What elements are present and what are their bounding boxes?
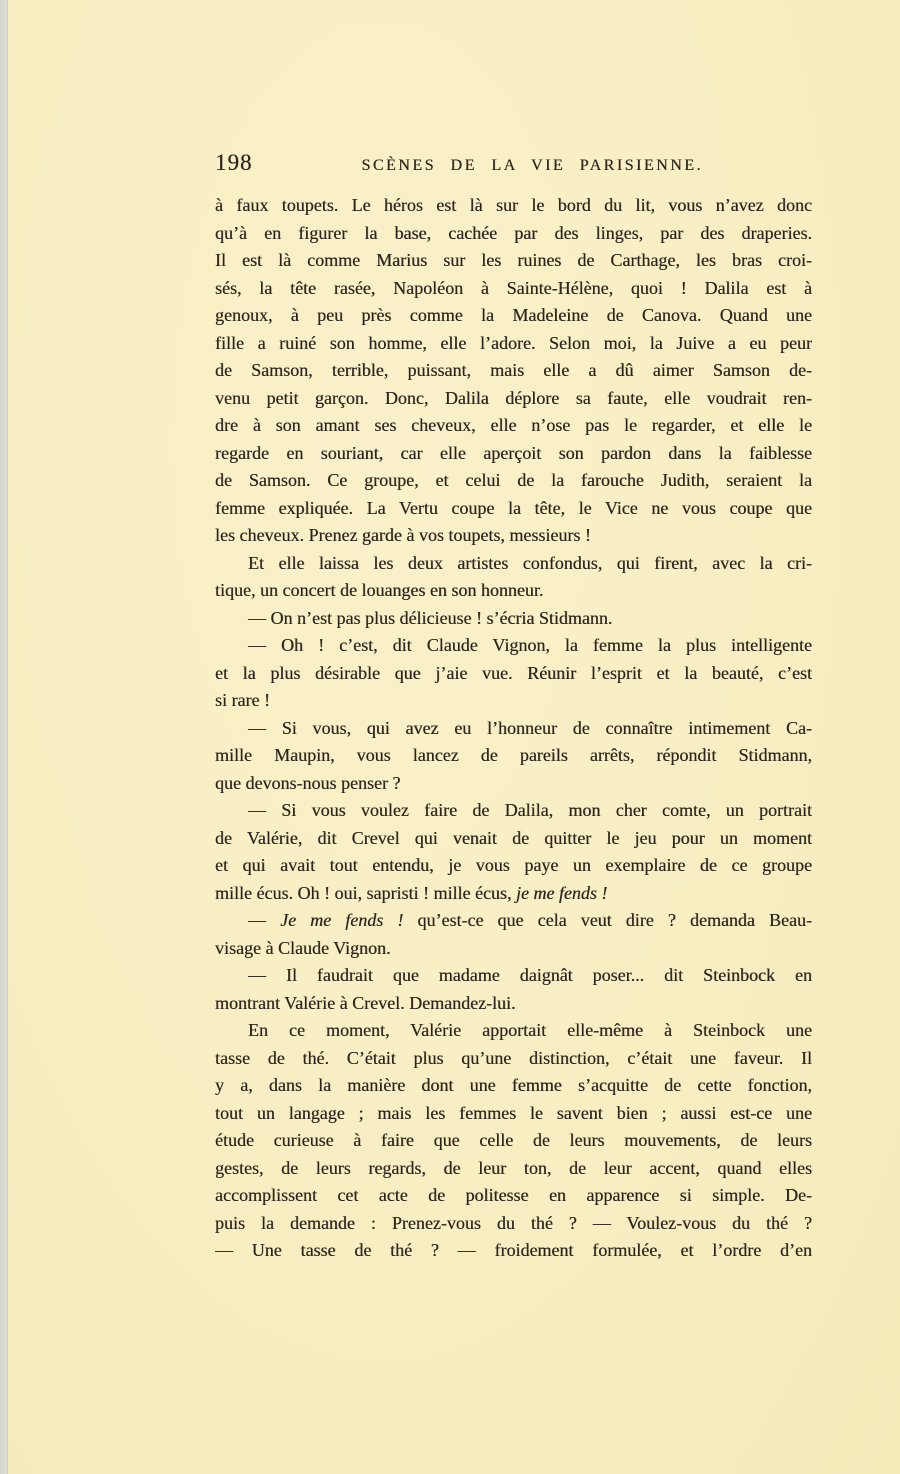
text-line: et la plus désirable que j’aie vue. Réunir l’esprit et la beauté, c’est <box>215 662 812 683</box>
text-line: fille a ruiné son homme, elle l’adore. Selon moi, la Juive a eu peur <box>215 332 812 353</box>
text-line: y a, dans la manière dont une femme s’acquitte de cette fonction, <box>215 1075 812 1095</box>
text-line: — Il faudrait que madame daignât poser... dit Steinbock en <box>248 965 812 985</box>
text-line: à faux toupets. Le héros est là sur le bord du lit, vous n’avez donc <box>215 195 812 215</box>
text-line: et qui avait tout entendu, je vous paye un exemplaire de ce groupe <box>215 855 812 875</box>
text-line: de Valérie, dit Crevel qui venait de quitter le jeu pour un moment <box>215 827 812 848</box>
text-line: — Si vous, qui avez eu l’honneur de connaître intimement Ca- <box>248 717 812 738</box>
text-line: mille Maupin, vous lancez de pareils arrêts, répondit Stidmann, <box>215 745 812 765</box>
text-line: tique, un concert de louanges en son honneur. <box>215 580 544 600</box>
text-line: les cheveux. Prenez garde à vos toupets, messieurs ! <box>215 525 591 545</box>
body-text <box>215 192 812 1265</box>
text-line: Et elle laissa les deux artistes confondus, qui firent, avec la cri- <box>248 552 812 573</box>
text-line: que devons-nous penser ? <box>215 772 401 793</box>
text-line: — Si vous voulez faire de Dalila, mon cher comte, un portrait <box>248 800 812 820</box>
text-line: mille écus. Oh ! oui, sapristi ! mille écus, je me fends ! <box>215 882 608 903</box>
text-line: Il est là comme Marius sur les ruines de Carthage, les bras croi- <box>215 250 812 270</box>
text-line: En ce moment, Valérie apportait elle-même à Steinbock une <box>248 1020 812 1040</box>
text-line: si rare ! <box>215 690 270 710</box>
text-line: — Une tasse de thé ? — froidement formulée, et l’ordre d’en <box>215 1240 812 1260</box>
text-line: tasse de thé. C’était plus qu’une distinction, c’était une faveur. Il <box>215 1047 812 1068</box>
text-line: dre à son amant ses cheveux, elle n’ose pas le regarder, et elle le <box>215 415 812 435</box>
text-line: de Samson, terrible, puissant, mais elle a dû aimer Samson de- <box>215 360 812 380</box>
text-line: tout un langage ; mais les femmes le savent bien ; aussi est-ce une <box>215 1102 812 1123</box>
page-header <box>215 150 812 181</box>
text-line: — On n’est pas plus délicieuse ! s’écria Stidmann. <box>248 607 613 628</box>
text-line: qu’à en figurer la base, cachée par des linges, par des draperies. <box>215 222 812 243</box>
text-line: venu petit garçon. Donc, Dalila déplore sa faute, elle voudrait ren- <box>215 387 812 408</box>
text-line: visage à Claude Vignon. <box>215 937 391 958</box>
text-line: montrant Valérie à Crevel. Demandez-lui. <box>215 992 516 1013</box>
text-line: — Oh ! c’est, dit Claude Vignon, la femme la plus intelligente <box>248 635 812 655</box>
text-line: regarde en souriant, car elle aperçoit son pardon dans la faiblesse <box>215 442 812 463</box>
text-line: puis la demande : Prenez-vous du thé ? — Voulez-vous du thé ? <box>215 1212 812 1233</box>
text-line: femme expliquée. La Vertu coupe la tête, le Vice ne vous coupe que <box>215 497 812 518</box>
text-line: gestes, de leurs regards, de leur ton, de leur accent, quand elles <box>215 1157 812 1178</box>
text-line: étude curieuse à faire que celle de leurs mouvements, de leurs <box>215 1130 812 1150</box>
text-line: accomplissent cet acte de politesse en apparence si simple. De- <box>215 1185 812 1205</box>
text-line: genoux, à peu près comme la Madeleine de Canova. Quand une <box>215 305 812 325</box>
text-line: de Samson. Ce groupe, et celui de la farouche Judith, seraient la <box>215 470 812 490</box>
text-line: sés, la tête rasée, Napoléon à Sainte-Hélène, quoi ! Dalila est à <box>215 277 812 298</box>
page-number: 198 <box>215 150 253 175</box>
text-line: — Je me fends ! qu’est-ce que cela veut dire ? demanda Beau- <box>248 910 812 930</box>
running-title: SCÈNES DE LA VIE PARISIENNE. <box>361 157 704 174</box>
scanner-edge-strip <box>0 0 8 1474</box>
text-block <box>215 150 812 1265</box>
